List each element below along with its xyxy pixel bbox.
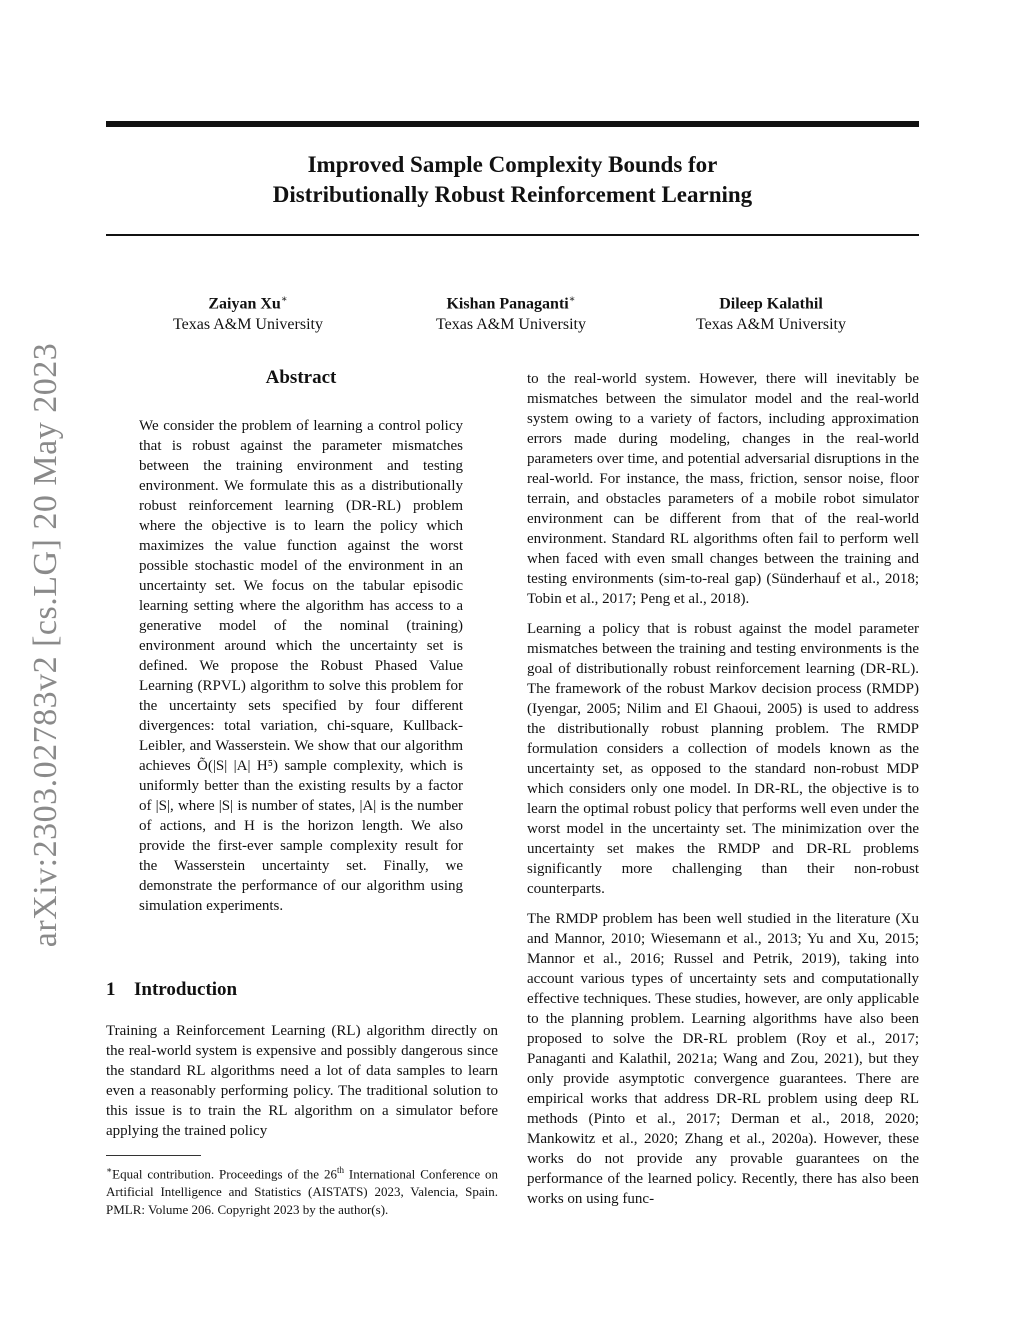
section-heading-introduction <box>106 979 237 1001</box>
abstract-body: We consider the problem of learning a control policy that is robust against the parameter mismatches between the training environment and testing environment. We formulate this as a distributionally robust reinforcement learning (DR-RL) problem where the objective is to learn the policy which maximizes the value function against the worst possible stochastic model of the environment in an uncertainty set. We focus on the tabular episodic learning setting where the algorithm has access to a generative model of the nominal (training) environment around which the uncertainty set is defined. We propose the Robust Phased Value Learning (RPVL) algorithm to solve this problem for the uncertainty sets specified by four different divergences: total variation, chi-square, Kullback-Leibler, and Wasserstein. We show that our algorithm achieves Õ(|S| |A| H⁵) sample complexity, which is uniformly better than the existing results by a factor of |S|, where |S| is number of states, |A| is the number of actions, and H is the horizon length. We also provide the first-ever sample complexity result for the Wasserstein uncertainty set. Finally, we demonstrate the performance of our algorithm using simulation experiments. <box>139 418 463 914</box>
section-number: 1 <box>106 979 116 1000</box>
paper-title <box>106 150 919 210</box>
intro-paragraph-2: Learning a policy that is robust against the model parameter mismatches between the training and testing environments is the goal of distributionally robust reinforcement learning (DR-RL). The framework of the robust Markov decision process (RMDP) (Iyengar, 2005; Nilim and El Ghaoui, 2005) is used to address the distributionally robust planning problem. The RMDP formulation considers a collection of models known as the uncertainty set, as opposed to the standard non-robust MDP which considers only one model. In DR-RL, the objective is to learn the optimal robust policy that performs well even under the worst model in the uncertainty set. The minimization over the uncertainty set makes the RMDP and DR-RL problems significantly more challenging than their non-robust counterparts. <box>527 621 919 897</box>
section-title: Introduction <box>134 979 238 1000</box>
author-1 <box>128 289 368 335</box>
intro-paragraph-left: Training a Reinforcement Learning (RL) algorithm directly on the real-world system is expensive and possibly dangerous since the standard RL algorithms need a lot of data samples to learn even a reasonably performing policy. The traditional solution to this issue is to train the RL algorithm on a simulator before applying the trained policy <box>106 1023 498 1139</box>
intro-paragraph-1: to the real-world system. However, there will inevitably be mismatches between the simulator model and the real-world system owing to a variety of factors, including approximation errors made during modeling, changes in the real-world parameters over time, and potential adversarial disruptions in the real-world. For instance, the mass, friction, sensor noise, floor terrain, and obstacles parameters of a mobile robot simulator environment can be different from that of the real-world environment. Standard RL algorithms often fail to perform well when faced with even small changes between the training and testing environments (sim-to-real gap) (Sünderhauf et al., 2018; Tobin et al., 2017; Peng et al., 2018). <box>527 371 919 607</box>
right-column <box>527 369 919 1219</box>
footnote-mark: ∗ <box>106 1165 113 1175</box>
paper-title-line-2: Distributionally Robust Reinforcement Learning <box>272 182 753 207</box>
author-affiliation: Texas A&M University <box>173 316 323 334</box>
author-name: Zaiyan Xu∗ <box>208 294 288 313</box>
author-name: Dileep Kalathil <box>719 295 823 313</box>
author-name: Kishan Panaganti∗ <box>446 294 576 313</box>
title-bottom-rule <box>106 234 919 236</box>
intro-paragraph-3: The RMDP problem has been well studied in the literature (Xu and Mannor, 2010; Wiesemann et al., 2013; Yu and Xu, 2015; Mannor et al., 2016; Russel and Petrik, 2019), taking into account various types of uncertainty sets and computationally effective techniques. These studies, however, are only applicable to the planning problem. Learning algorithms have also been proposed to solve the DR-RL problem (Roy et al., 2017; Panaganti and Kalathil, 2021a; Wang and Zou, 2021), but they only provide asymptotic convergence guarantees. There are empirical works that address DR-RL problem using deep RL methods (Pinto et al., 2017; Derman et al., 2018, 2020; Mankowitz et al., 2020; Zhang et al., 2020a). However, these works do not provide any provable guarantees on the performance of the learned policy. Recently, there has also been works on using func- <box>527 911 919 1207</box>
paper-title-line-1: Improved Sample Complexity Bounds for <box>307 152 718 177</box>
author-3 <box>651 289 891 335</box>
title-top-rule <box>106 121 919 127</box>
abstract-heading: Abstract <box>265 367 337 388</box>
author-affiliation: Texas A&M University <box>436 316 586 334</box>
footnote: ∗Equal contribution. Proceedings of the 26th International Conference on Artificial Intelligence and Statistics (AISTATS) 2023, Valencia, Spain. PMLR: Volume 206. Copyright 2023 by the author(s). <box>106 1165 498 1218</box>
footnote-rule <box>106 1155 201 1156</box>
arxiv-stamp: arXiv:2303.02783v2 [cs.LG] 20 May 2023 <box>27 342 64 948</box>
author-2 <box>391 289 631 335</box>
author-affiliation: Texas A&M University <box>696 316 846 334</box>
